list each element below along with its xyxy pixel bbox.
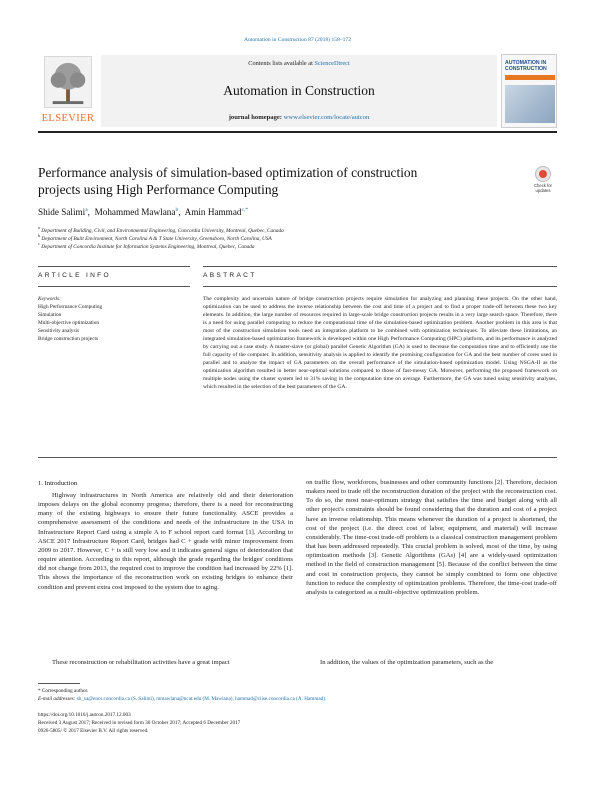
homepage-label: journal homepage: bbox=[228, 114, 284, 121]
elsevier-logo bbox=[38, 56, 98, 130]
author-name[interactable]: Amin Hammad bbox=[184, 207, 242, 218]
paper-title-line-2: projects using High Performance Computing bbox=[38, 182, 279, 197]
abstract-bottom-rule bbox=[38, 457, 557, 458]
article-info-top-rule bbox=[38, 266, 190, 267]
elsevier-tree-icon bbox=[44, 56, 92, 108]
author-affil-mark[interactable]: a bbox=[85, 207, 88, 213]
article-info-heading: ARTICLE INFO bbox=[38, 272, 111, 279]
doi-link[interactable]: https://doi.org/10.1016/j.autcon.2017.12.003 bbox=[38, 712, 131, 718]
affiliation: $^c$ Department of Concordia Institute for Information Systems Engineering, Montreal, Quebec, Canada bbox=[38, 241, 255, 250]
intro-paragraph-1: Highway infrastructures in North America are relatively old and their deterioration imposes delays on the global economy progress; therefore, there is a need for reconstructing many of the existing highways to ensure their future functionality. ASCE provides a comprehensive assessment of the conditions and needs of the infrastructure in the USA in Infrastructure Report Card using a simple A to F school report card format [1]. According to ASCE 2017 Infrastructure Report Card, bridges had C + grade with minor improvement from 2009 to 2017. However, C + is still very low and it indicates general signs of deterioration that require attention. According to this report, although the grade regarding the bridges' conditions did not change from 2013, the required cost to improve the condition had increased by 22% [1]. This shows the importance of the reconstruction work on existing bridges to enhance their condition and prevent extra cost imposed to the system due to aging. bbox=[38, 492, 293, 591]
paper-title-line-1: Performance analysis of simulation-based optimization of construction bbox=[38, 165, 418, 180]
author-name[interactable]: Mohammed Mawlana bbox=[94, 207, 176, 218]
affiliation: $^a$ Department of Building, Civil, and Environmental Engineering, Concordia University, Montreal, Quebec, Canada bbox=[38, 225, 284, 234]
contents-prefix: Contents lists available at bbox=[248, 60, 315, 67]
sciencedirect-link[interactable]: ScienceDirect bbox=[314, 60, 350, 67]
homepage-link[interactable]: www.elsevier.com/locate/autcon bbox=[283, 114, 370, 121]
journal-citation[interactable]: Automation in Construction 87 (2018) 158–172 bbox=[243, 37, 352, 43]
received-dates: Received 3 August 2017; Received in revised form 30 October 2017; Accepted 6 December 2017 bbox=[38, 720, 241, 726]
journal-title: Automation in Construction bbox=[223, 83, 375, 98]
author-name[interactable]: Shide Salimi bbox=[38, 207, 86, 218]
cover-title: AUTOMATION IN CONSTRUCTION bbox=[505, 60, 547, 72]
check-for-updates-label: Check for updates bbox=[534, 183, 552, 193]
keyword-item: Multi-objective optimization bbox=[38, 320, 100, 326]
email-label: E-mail addresses: bbox=[38, 696, 77, 702]
keyword-item: High Performance Computing bbox=[38, 304, 103, 310]
author-list: Shide Salimi$^a$, Mohammed Mawlana$^b$, Amin Hammad$^{c,*}$ bbox=[38, 207, 249, 218]
contents-available-line bbox=[101, 60, 497, 67]
abstract-text: The complexity and uncertain nature of bridge construction projects require simulation for analyzing and planning these projects. On the other hand, optimization can be used to address the inverse relationship between the cost and time of a project and to find a proper trade-off between these two key elements. In addition, the large number of resources required in large-scale bridge construction projects results in a very large search space. Therefore, there is a need for using parallel computing to reduce the computational time of the simulation-based optimization problem. Another problem in this area is that most of the construction simulation tools need an integration platform to be combined with optimization techniques. To alleviate these limitations, an integrated simulation-based optimization framework is developed within one High Performance Computing (HPC) platform, and its performance is analyzed by carrying out a case study. A master-slave (or global) parallel Genetic Algorithm (GA) is used to decrease the computation time and to efficiently use the full capacity of the computer. In addition, sensitivity analysis is applied to identify the promising configuration for GA and the best number of cores used in parallel and to analyze the impact of GA parameters on the overall performance of the simulation-based optimization model. Using NSGA-II as the optimization algorithm resulted in better near-optimal solutions compared to those of fast-messy GA. Moreover, performing the proposed framework on multiple nodes using the cluster system led to 31% saving in the computation time on average. Furthermore, the GA was tuned using sensitivity analyses, which resulted in the selection of the best parameters of the GA. bbox=[203, 296, 557, 390]
affiliation: $^b$ Department of Built Environment, North Carolina A & T State University, Greensboro, North Carolina, USA bbox=[38, 233, 272, 242]
keyword-item: Simulation bbox=[38, 312, 62, 318]
author-affil-mark[interactable]: c,* bbox=[241, 207, 249, 213]
author-affil-mark[interactable]: b bbox=[175, 207, 179, 213]
elsevier-wordmark: ELSEVIER bbox=[41, 113, 95, 124]
check-for-updates-icon bbox=[535, 166, 551, 182]
corresponding-author-note: * Corresponding author. bbox=[38, 688, 89, 694]
cover-band bbox=[505, 75, 555, 80]
email-addresses bbox=[38, 696, 557, 702]
check-for-updates-button[interactable] bbox=[529, 166, 557, 196]
abstract-top-rule bbox=[203, 266, 557, 267]
keyword-item: Bridge construction projects bbox=[38, 336, 99, 342]
keyword-item: Sensitivity analysis bbox=[38, 328, 80, 334]
paper-title bbox=[38, 164, 488, 198]
footnote-rule bbox=[38, 683, 80, 684]
header-divider bbox=[38, 131, 557, 133]
journal-homepage-line bbox=[101, 114, 497, 121]
copyright-line: 0926-5805/ © 2017 Elsevier B.V. All rights reserved. bbox=[38, 728, 149, 734]
keywords-label: Keywords: bbox=[38, 296, 61, 302]
intro-paragraph-3-start: In addition, the values of the optimization parameters, such as the bbox=[320, 659, 494, 666]
intro-paragraph-2-continued: on traffic flow, workforces, businesses and other community functions [2]. Therefore, decision makers need to trade off the reconstruction duration of the project with the reconstruction cost. To do so, the most near-optimum strategy that satisfies the time and budget along with all other project's constraints should be found considering that the duration and cost of a project have an inverse relationship. This means whenever the duration of a project is shortened, the cost of the project (i.e. the direct cost of labor, equipment, and material) will increase considerably. The time-cost trade-off problem is a classical construction management problem that has been addressed repeatedly. This crucial problem is solved, most of the time, by using optimization methods [3]. Genetic Algorithms (GAs) [4] are a widely-used optimization method in the field of construction management [5]. Because of the conflict between the time and cost in construction projects, they cannot be simply combined to form one objective function to reduce the complexity of optimization problems. Therefore, the time-cost trade-off analysis is categorized as a multi-objective optimization problem. bbox=[306, 479, 557, 596]
intro-paragraph-2-start: These reconstruction or rehabilitation activities have a great impact bbox=[52, 659, 230, 666]
cover-image bbox=[505, 85, 555, 123]
abstract-heading: ABSTRACT bbox=[203, 272, 257, 279]
email-list[interactable]: sh_sa@encs.concordia.ca (S. Salimi), mmawlana@ncat.edu (M. Mawlana), hammad@ciise.concordia.ca (A. Hammad). bbox=[76, 696, 327, 702]
abstract-rule bbox=[203, 286, 557, 287]
journal-cover-thumbnail[interactable] bbox=[501, 54, 557, 128]
introduction-heading: 1. Introduction bbox=[38, 480, 78, 487]
article-info-rule bbox=[38, 286, 190, 287]
